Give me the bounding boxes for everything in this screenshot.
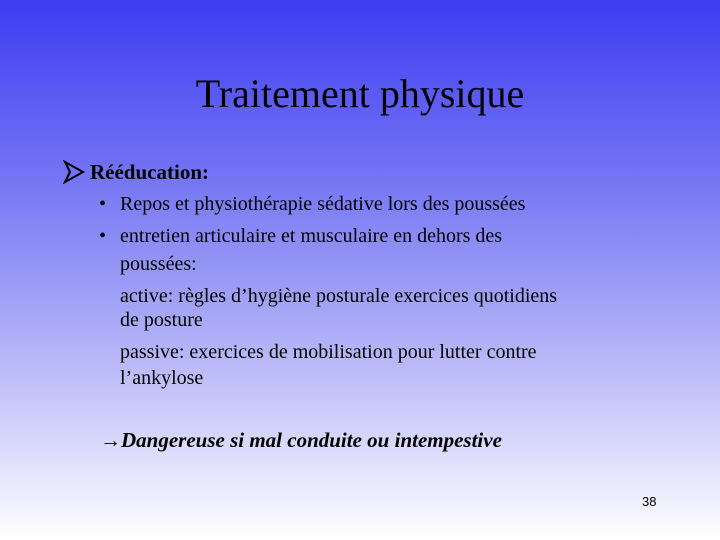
bullet-text: active: règles d’hygiène posturale exercices quotidiens (120, 285, 558, 307)
bullet-text: entretien articulaire et musculaire en dehors des (120, 225, 503, 247)
bullet-marker: • (99, 193, 107, 215)
bullet-text: passive: exercices de mobilisation pour lutter contre (120, 341, 537, 363)
arrowhead-bullet-icon (62, 160, 86, 184)
bullet-text: de posture (120, 309, 203, 331)
page-number: 38 (642, 494, 657, 509)
bullet-text: l’ankylose (120, 367, 204, 389)
bullet-text: poussées: (120, 253, 197, 275)
warning-note: →Dangereuse si mal conduite ou intempestive (100, 428, 502, 452)
section-heading: Rééducation: (90, 160, 209, 184)
slide-title: Traitement physique (195, 71, 525, 116)
bullet-marker: • (99, 225, 107, 247)
bullet-text: Repos et physiothérapie sédative lors des poussées (120, 193, 526, 215)
